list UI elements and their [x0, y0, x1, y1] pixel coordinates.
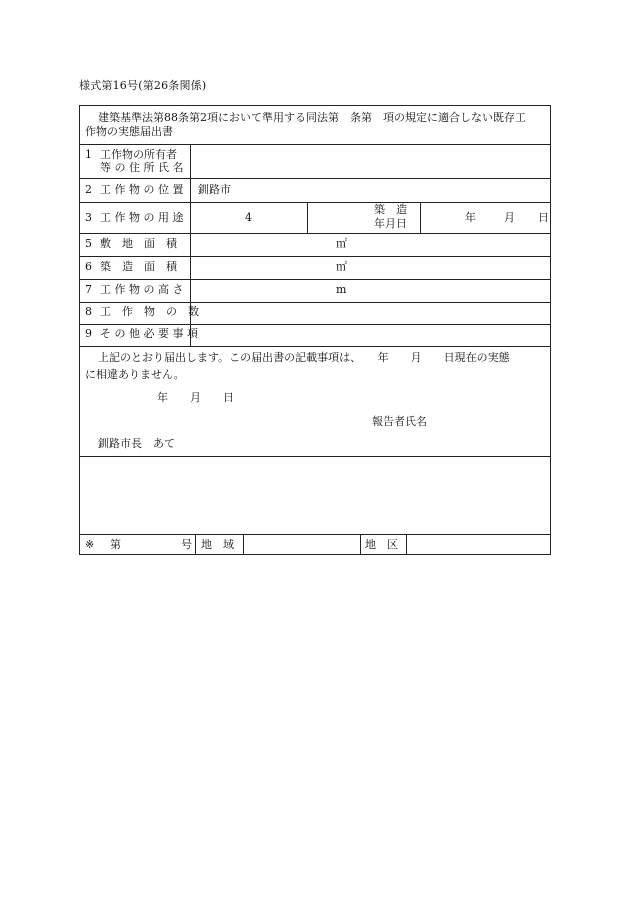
row-number: 1 — [85, 148, 92, 161]
usage-field[interactable]: 4 — [245, 211, 252, 224]
row-number: 3 — [85, 211, 92, 224]
rule — [80, 202, 550, 203]
building-area-unit: ㎡ — [336, 260, 347, 273]
row-number: 8 — [85, 305, 92, 318]
rule — [360, 534, 361, 555]
rule — [80, 178, 550, 179]
declaration-line2: に相違ありません。 — [85, 368, 185, 381]
count-label: 工 作 物 の 数 — [100, 305, 199, 318]
row-number: 6 — [85, 260, 92, 273]
built-day-unit: 日 — [538, 211, 549, 224]
rule — [80, 534, 550, 535]
declaration-line1: 上記のとおり届出します。この届出書の記載事項は、 年 月 日現在の実態 — [98, 351, 510, 364]
rule — [406, 534, 407, 555]
built-month-unit: 月 — [504, 211, 515, 224]
site-area-unit: ㎡ — [336, 237, 347, 250]
rule — [243, 534, 244, 555]
owner-label: 工作物の所有者 — [100, 148, 177, 161]
site-area-label: 敷 地 面 積 — [100, 237, 177, 250]
area-label: 地 域 — [201, 538, 234, 551]
height-label: 工 作 物 の 高 さ — [100, 283, 184, 296]
rule — [80, 233, 550, 234]
rule — [420, 202, 421, 233]
addressee: 釧路市長 あて — [98, 437, 175, 450]
location-label: 工 作 物 の 位 置 — [100, 183, 184, 196]
rule — [80, 302, 550, 303]
built-date-label-line2: 年月日 — [374, 217, 407, 230]
district-label: 地 区 — [365, 538, 398, 551]
declaration-date: 年 月 日 — [157, 391, 234, 404]
row-number: 5 — [85, 237, 92, 250]
rule — [195, 534, 196, 555]
reporter-name-label: 報告者氏名 — [372, 415, 427, 428]
rule — [80, 324, 550, 325]
height-unit: m — [336, 283, 347, 296]
built-year-unit: 年 — [465, 211, 476, 224]
row-number: 9 — [85, 327, 92, 340]
building-area-label: 築 造 面 積 — [100, 260, 177, 273]
rule — [80, 144, 550, 145]
rule — [80, 346, 550, 347]
row-number: 2 — [85, 183, 92, 196]
form-title-line1: 建築基準法第88条第2項において準用する同法第 条第 項の規定に適合しない既存工 — [98, 111, 526, 124]
rule — [307, 202, 308, 233]
rule — [80, 279, 550, 280]
number-prefix: 第 — [110, 538, 121, 551]
owner-label-line2: 等 の 住 所 氏 名 — [100, 161, 184, 174]
built-date-label: 築 造 — [374, 203, 407, 216]
row-number: 7 — [85, 283, 92, 296]
usage-label: 工 作 物 の 用 途 — [100, 211, 184, 224]
reference-mark: ※ — [85, 538, 95, 551]
form-number: 様式第16号(第26条関係) — [79, 79, 207, 92]
rule — [80, 456, 550, 457]
other-label: そ の 他 必 要 事 項 — [100, 327, 198, 340]
location-field[interactable]: 釧路市 — [198, 183, 231, 196]
form-title-line2: 作物の実態届出書 — [85, 125, 173, 138]
number-suffix: 号 — [181, 538, 192, 551]
rule — [80, 256, 550, 257]
notification-form — [79, 105, 551, 555]
